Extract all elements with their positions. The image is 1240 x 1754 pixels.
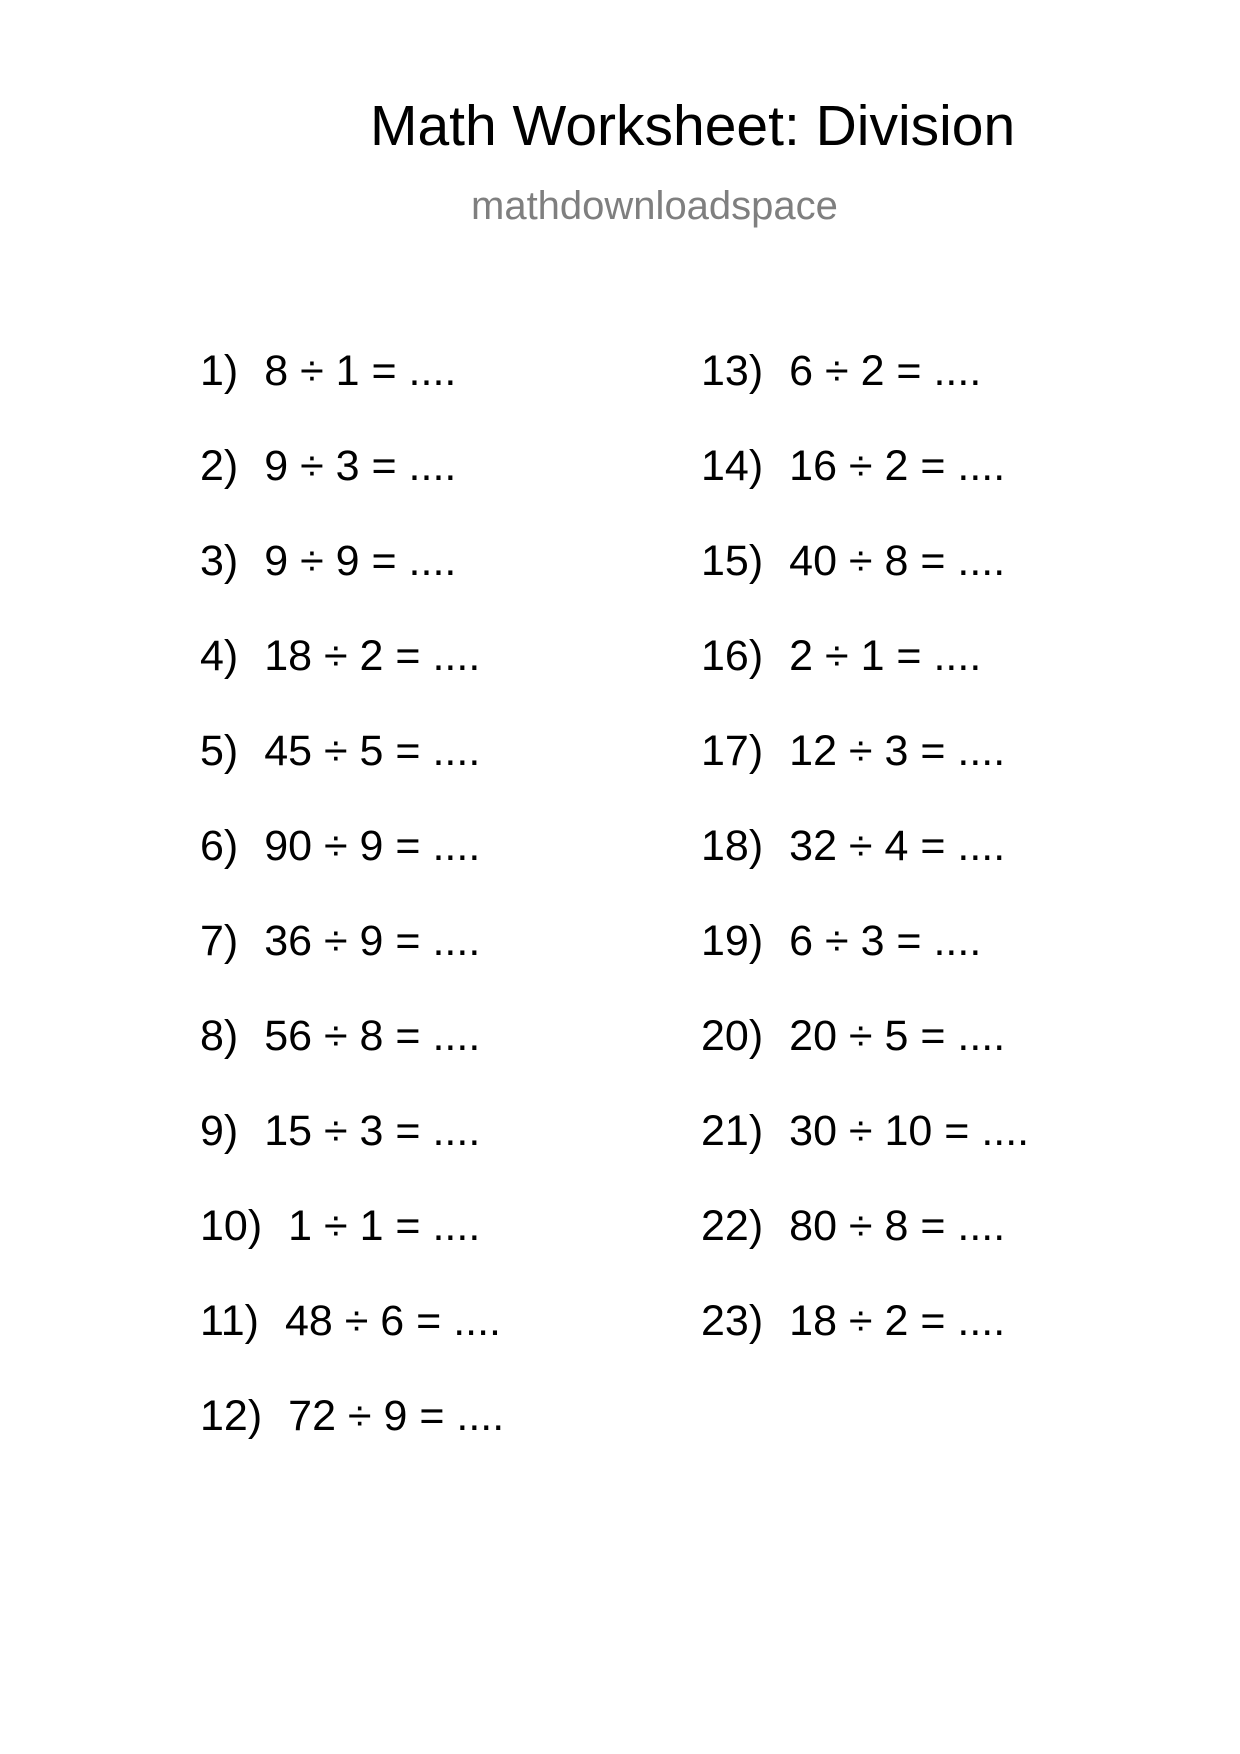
problem-item [200, 1012, 504, 1110]
problem-expression: 6 ÷ 2 = .... [789, 347, 982, 395]
problem-item [200, 442, 504, 540]
problem-item [701, 1297, 1029, 1395]
problem-expression: 9 ÷ 3 = .... [264, 442, 457, 490]
problem-expression: 32 ÷ 4 = .... [789, 822, 1006, 870]
problem-item [701, 822, 1029, 920]
problem-number: 23) [701, 1297, 764, 1345]
problem-number: 15) [701, 537, 764, 585]
problem-expression: 2 ÷ 1 = .... [789, 632, 982, 680]
problem-number: 20) [701, 1012, 764, 1060]
problem-expression: 1 ÷ 1 = .... [288, 1202, 481, 1250]
page-subtitle: mathdownloadspace [471, 184, 838, 228]
problem-number: 10) [200, 1202, 263, 1250]
problem-number: 22) [701, 1202, 764, 1250]
page-title: Math Worksheet: Division [370, 94, 1016, 158]
problem-number: 17) [701, 727, 764, 775]
problem-item [701, 347, 1029, 445]
problem-expression: 56 ÷ 8 = .... [264, 1012, 481, 1060]
problem-item [701, 1202, 1029, 1300]
problem-item [200, 917, 504, 1015]
problem-expression: 12 ÷ 3 = .... [789, 727, 1006, 775]
problem-item [701, 537, 1029, 635]
problem-number: 18) [701, 822, 764, 870]
problem-expression: 45 ÷ 5 = .... [264, 727, 481, 775]
problem-item [200, 1297, 504, 1395]
problem-item [701, 917, 1029, 1015]
problem-item [200, 727, 504, 825]
problem-item [701, 1107, 1030, 1205]
problem-number: 16) [701, 632, 764, 680]
problem-expression: 16 ÷ 2 = .... [789, 442, 1006, 490]
problem-number: 9) [200, 1107, 239, 1155]
problem-expression: 72 ÷ 9 = .... [288, 1392, 505, 1440]
problem-expression: 30 ÷ 10 = .... [789, 1107, 1030, 1155]
problem-expression: 36 ÷ 9 = .... [264, 917, 481, 965]
problem-number: 19) [701, 917, 764, 965]
problem-number: 14) [701, 442, 764, 490]
problem-expression: 40 ÷ 8 = .... [789, 537, 1006, 585]
problem-item [200, 822, 504, 920]
problem-number: 21) [701, 1107, 764, 1155]
problem-number: 4) [200, 632, 239, 680]
problem-item [200, 1107, 504, 1205]
problem-number: 13) [701, 347, 764, 395]
problem-item [200, 537, 504, 635]
problem-number: 11) [200, 1297, 259, 1345]
problem-item [200, 1202, 504, 1300]
problem-item [200, 1392, 505, 1490]
problem-column-left [200, 347, 505, 1490]
problem-expression: 8 ÷ 1 = .... [264, 347, 457, 395]
problem-expression: 80 ÷ 8 = .... [789, 1202, 1006, 1250]
problem-expression: 6 ÷ 3 = .... [789, 917, 982, 965]
problem-number: 8) [200, 1012, 239, 1060]
problem-item [200, 632, 504, 730]
problem-item [701, 442, 1029, 540]
problem-number: 2) [200, 442, 239, 490]
problem-expression: 90 ÷ 9 = .... [264, 822, 481, 870]
problem-expression: 20 ÷ 5 = .... [789, 1012, 1006, 1060]
problem-item [200, 347, 504, 445]
problem-expression: 48 ÷ 6 = .... [284, 1297, 501, 1345]
problem-column-right [701, 347, 1030, 1395]
problem-expression: 18 ÷ 2 = .... [789, 1297, 1006, 1345]
problem-expression: 15 ÷ 3 = .... [264, 1107, 481, 1155]
problem-expression: 9 ÷ 9 = .... [264, 537, 457, 585]
problem-item [701, 1012, 1029, 1110]
problem-number: 7) [200, 917, 239, 965]
problem-item [701, 727, 1029, 825]
problem-number: 12) [200, 1392, 263, 1440]
problem-number: 5) [200, 727, 239, 775]
problem-number: 6) [200, 822, 239, 870]
problem-number: 3) [200, 537, 239, 585]
problem-expression: 18 ÷ 2 = .... [264, 632, 481, 680]
problem-number: 1) [200, 347, 239, 395]
problem-item [701, 632, 1029, 730]
